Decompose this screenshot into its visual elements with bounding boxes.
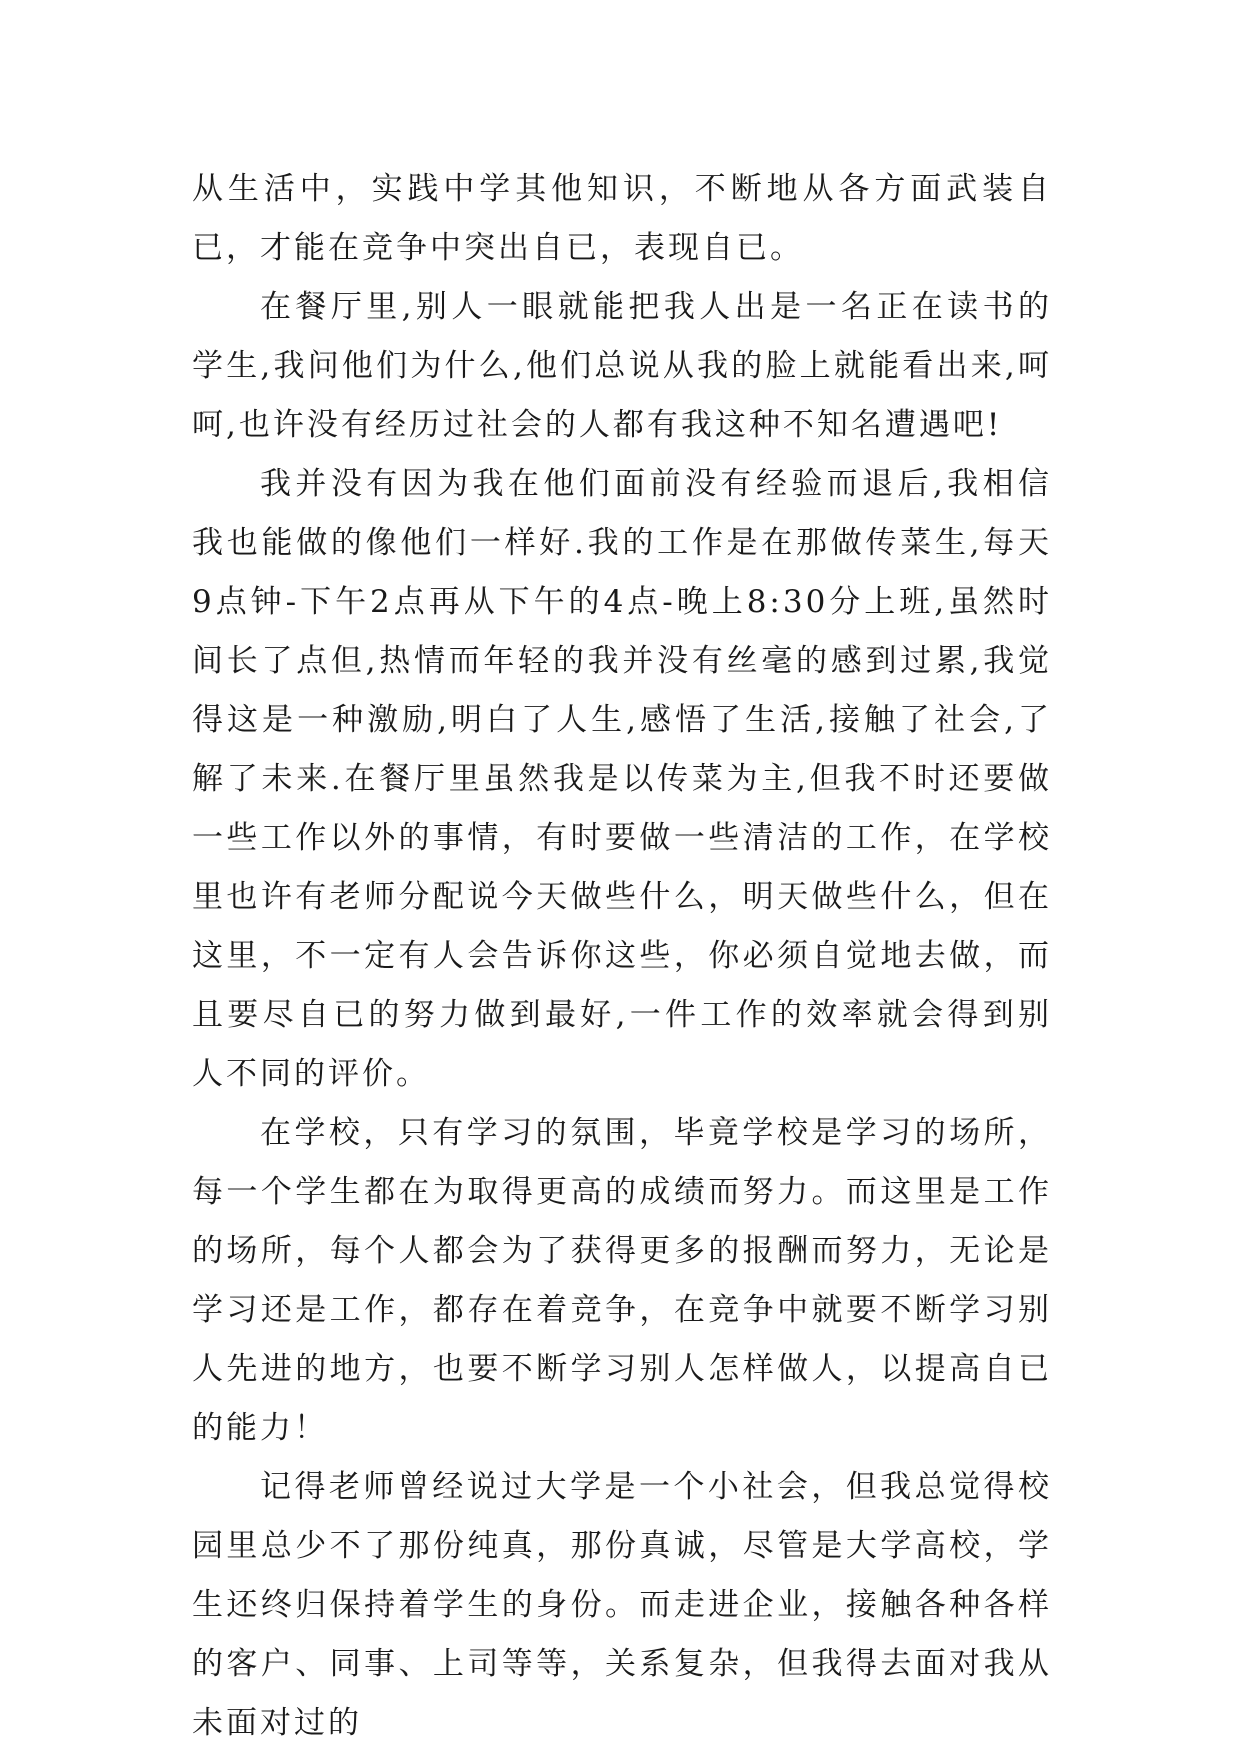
paragraph-continuation: 从生活中，实践中学其他知识，不断地从各方面武装自已，才能在竞争中突出自已，表现自已。 <box>192 171 1052 266</box>
paragraph-work-duties: 我并没有因为我在他们面前没有经验而退后,我相信我也能做的像他们一样好.我的工作是在那做传菜生,每天9点钟-下午2点再从下午的4点-晚上8:30分上班,虽然时间长了点但,热情而年轻的我并没有丝毫的感到过累,我觉得这是一种激励,明白了人生,感悟了生活,接触了社会,了解了未来.在餐厅里虽然我是以传菜为主,但我不时还要做一些工作以外的事情，有时要做一些清洁的工作，在学校里也许有老师分配说今天做些什么，明天做些什么，但在这里，不一定有人会告诉你这些，你必须自觉地去做，而且要尽自已的努力做到最好,一件工作的效率就会得到别人不同的评价。 <box>192 466 1052 1092</box>
paragraph-university-society: 记得老师曾经说过大学是一个小社会，但我总觉得校园里总少不了那份纯真，那份真诚，尽管是大学高校，学生还终归保持着学生的身份。而走进企业，接触各种各样的客户、同事、上司等等，关系复杂，但我得去面对我从未面对过的 <box>192 1469 1052 1741</box>
paragraph-restaurant: 在餐厅里,别人一眼就能把我人出是一名正在读书的学生,我问他们为什么,他们总说从我的脸上就能看出来,呵呵,也许没有经历过社会的人都有我这种不知名遭遇吧! <box>192 289 1052 443</box>
document-body <box>192 160 1052 1753</box>
paragraph-school-vs-work: 在学校，只有学习的氛围，毕竟学校是学习的场所，每一个学生都在为取得更高的成绩而努力。而这里是工作的场所，每个人都会为了获得更多的报酬而努力，无论是学习还是工作，都存在着竞争，在竞争中就要不断学习别人先进的地方，也要不断学习别人怎样做人，以提高自已的能力！ <box>192 1115 1052 1446</box>
